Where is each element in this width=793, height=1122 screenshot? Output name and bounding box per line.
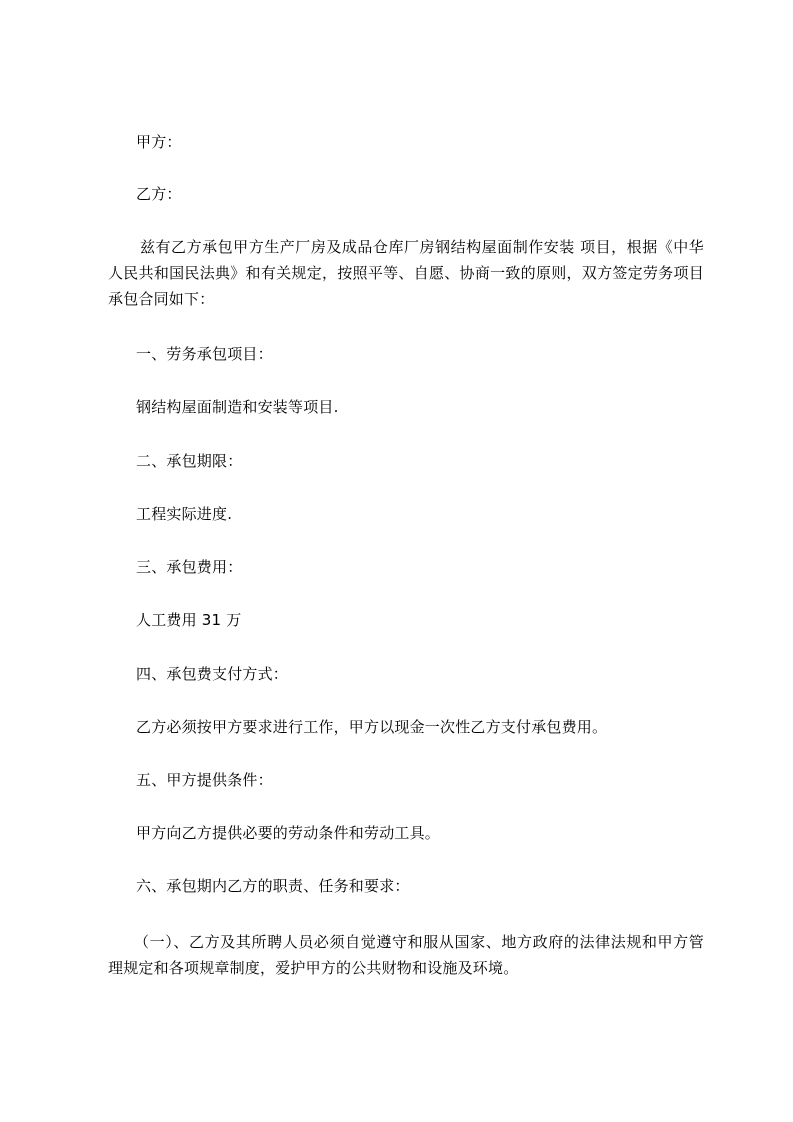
section-1-title: 一、劳务承包项目： [136, 345, 273, 363]
section-3-body: 人工费用 31 万 [136, 611, 242, 629]
party-b-label: 乙方： [136, 185, 182, 203]
party-a-label: 甲方： [136, 133, 182, 151]
section-6-title: 六、承包期内乙方的职责、任务和要求： [136, 877, 410, 895]
section-4-body: 乙方必须按甲方要求进行工作，甲方以现金一次性乙方支付承包费用。 [136, 718, 608, 736]
section-2-body: 工程实际进度. [136, 505, 233, 523]
intro-paragraph: 兹有乙方承包甲方生产厂房及成品仓库厂房钢结构屋面制作安装 项目，根据《中华人民共和国民法典》和有关规定，按照平等、自愿、协商一致的原则，双方签定劳务项目承包合同如下： [108, 238, 704, 308]
section-4-title: 四、承包费支付方式： [136, 665, 289, 683]
section-2-title: 二、承包期限： [136, 452, 243, 470]
section-3-title: 三、承包费用： [136, 558, 243, 576]
section-6-item-1: （一）、乙方及其所聘人员必须自觉遵守和服从国家、地方政府的法律法规和甲方管理规定和各项规章制度，爱护甲方的公共财物和设施及环境。 [108, 933, 704, 977]
section-1-body: 钢结构屋面制造和安装等项目. [136, 398, 339, 416]
section-5-title: 五、甲方提供条件： [136, 771, 273, 789]
section-5-body: 甲方向乙方提供必要的劳动条件和劳动工具。 [136, 824, 441, 842]
